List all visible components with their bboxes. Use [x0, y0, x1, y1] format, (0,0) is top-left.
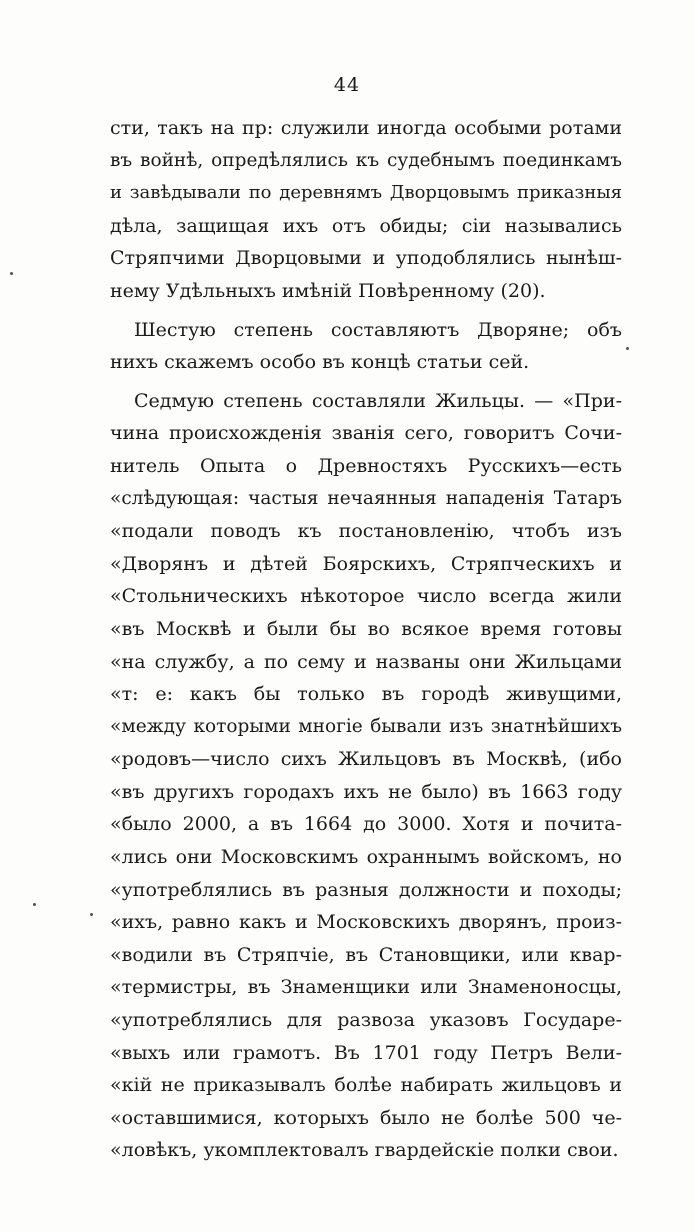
body-text — [110, 112, 622, 1167]
ink-speck — [626, 347, 629, 350]
text-line: «водили въ Стряпчіе, въ Становщики, или квар- — [110, 943, 622, 966]
text-line: нитель Опыта о Древностяхъ Русскихъ—есть — [110, 454, 622, 477]
text-line: «ихъ, равно какъ и Московскихъ дворянъ, произ- — [110, 911, 622, 934]
text-line: «въ другихъ городахъ ихъ не было) въ 1663 году — [110, 780, 622, 803]
text-line: въ войнѣ, опредѣлялись къ судебнымъ поединкамъ — [110, 149, 622, 171]
text-line: дѣла, защищая ихъ отъ обиды; сіи назывались — [110, 214, 622, 237]
text-line: «термистры, въ Знаменщики или Знаменоносцы, — [110, 976, 622, 999]
text-line: Шестую степень составляютъ Дворяне; объ — [134, 318, 622, 341]
text-line: «родовъ—число сихъ Жильцовъ въ Москвѣ, (ибо — [110, 748, 622, 771]
ink-speck — [90, 913, 93, 916]
text-line: «лись они Московскимъ охраннымъ войскомъ, но — [110, 846, 622, 869]
text-line: «употреблялись для развоза указовъ Государе- — [110, 1009, 622, 1032]
text-line: Стряпчими Дворцовыми и уподоблялись нынѣш- — [110, 247, 622, 270]
text-line: «ловѣкъ, укомплектовалъ гвардейскіе полки свои. — [110, 1139, 619, 1162]
text-line: «слѣдующая: частыя нечаянныя нападенія Татаръ — [110, 487, 622, 509]
text-line: Седмую степень составляли Жильцы. — «При- — [134, 389, 622, 412]
page-number: 44 — [333, 74, 361, 96]
ink-speck — [10, 272, 13, 275]
text-line: «употреблялись въ разныя должности и походы; — [110, 878, 622, 901]
text-line: «было 2000, а въ 1664 до 3000. Хотя и почита- — [110, 813, 622, 836]
text-line: «между которыми многіе бывали изъ знатнѣйшихъ — [110, 715, 622, 737]
text-line: «выхъ или грамотъ. Въ 1701 году Петръ Вели- — [110, 1041, 622, 1064]
text-line: «въ Москвѣ и были бы во всякое время готовы — [110, 617, 622, 640]
text-line: «на службу, а по сему и названы они Жильцами — [110, 650, 622, 673]
text-line: «Дворянъ и дѣтей Боярскихъ, Стряпческихъ и — [110, 552, 622, 575]
text-line: «кій не приказывалъ болѣе набирать жильцовъ и — [110, 1074, 622, 1097]
text-line: сти, такъ на пр: служили иногда особыми ротами — [110, 117, 622, 139]
text-line: нему Удѣльныхъ имѣній Повѣренному (20). — [110, 279, 546, 302]
text-line: чина происхожденія званія сего, говоритъ Сочи- — [110, 422, 622, 445]
ink-speck — [33, 903, 36, 906]
text-line: «подали поводъ къ постановленію, чтобъ изъ — [110, 520, 622, 543]
text-line: «оставшимися, которыхъ было не болѣе 500 че- — [110, 1106, 622, 1129]
text-line: нихъ скажемъ особо въ концѣ статьи сей. — [110, 351, 530, 374]
text-line: и завѣдывали по деревнямъ Дворцовымъ приказныя — [110, 182, 622, 204]
text-line: «Стольническихъ нѣкоторое число всегда жили — [110, 585, 622, 608]
text-line: «т: е: какъ бы только въ городѣ живущими, — [110, 683, 622, 706]
